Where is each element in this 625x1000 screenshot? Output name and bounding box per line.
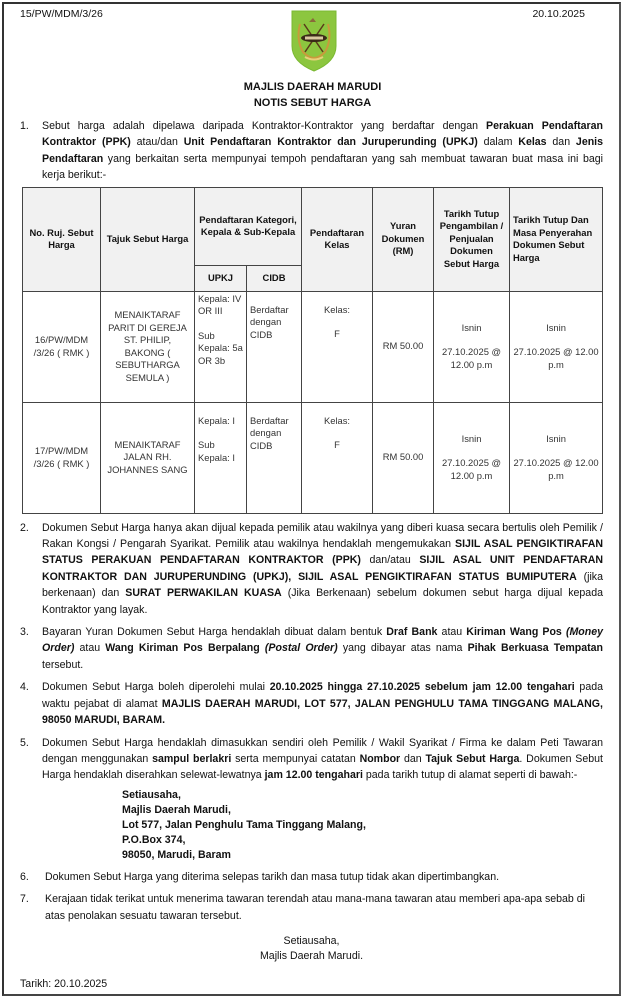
signature-block: [20, 934, 603, 964]
address-line: Lot 577, Jalan Penghulu Tama Tinggang Malang,: [122, 818, 366, 831]
class-label: Kelas:: [323, 414, 351, 426]
cell-ref: 16/PW/MDM /3/26 ( RMK ): [23, 291, 101, 402]
table-row: [23, 291, 603, 402]
body-text: atau: [74, 642, 106, 655]
body-text: dan/atau: [360, 554, 420, 567]
body-text: dalam: [477, 136, 519, 149]
paragraph-text: [42, 679, 603, 728]
cell-close-sale: [434, 402, 510, 513]
header-ref: No. Ruj. Sebut Harga: [23, 187, 101, 291]
paragraph-text: [42, 624, 603, 673]
upkj-kepala: Kepala: I: [198, 414, 236, 426]
header-upkj: UPKJ: [195, 265, 247, 291]
address-line: 98050, Marudi, Baram: [122, 848, 231, 861]
close-submit-day: Isnin: [546, 432, 566, 444]
council-name: MAJLIS DAERAH MARUDI: [243, 81, 382, 93]
cell-fee: RM 50.00: [373, 291, 434, 402]
submission-address: [122, 788, 603, 863]
close-submit-datetime: 27.10.2025 @ 12.00 p.m: [513, 346, 599, 370]
emphasis-text: Draf Bank: [386, 626, 438, 639]
body-text: Dokumen Sebut Harga hanya akan dijual kepada pemilik atau wakilnya yang diberi kuasa secara bertulis oleh Pemilik / Rakan Kongsi / Pengarah Syarikat. Pemilik atau wakilnya hendaklah mengemukakan: [42, 521, 603, 551]
emphasis-text: Kelas: [518, 136, 547, 149]
class-value: F: [334, 328, 340, 340]
body-text: Dokumen Sebut Harga boleh diperolehi mulai: [42, 681, 270, 694]
paragraph-text: Kerajaan tidak terikat untuk menerima tawaran terendah atau mana-mana tawaran atau memberi apa-apa sebab di atas penolakan sesuatu tawaran tersebut.: [45, 893, 586, 922]
body-text: Bayaran Yuran Dokumen Sebut Harga hendaklah dibuat dalam bentuk: [42, 626, 387, 639]
body-text: . Dokumen Sebut Harga hendaklah diserahkan selewat-lewatnya: [42, 752, 603, 782]
emphasis-text: Jenis Pendaftaran: [42, 136, 604, 165]
close-sale-day: Isnin: [461, 432, 482, 444]
body-text: dan: [400, 752, 426, 765]
upkj-kepala: Kepala: IV OR III: [198, 292, 242, 317]
emphasis-text: Kiriman Wang Pos: [466, 626, 566, 639]
body-text: pada waktu pejabat di alamat: [42, 681, 603, 710]
header-fee: Yuran Dokumen (RM): [373, 187, 434, 291]
paragraph-text: [42, 118, 603, 184]
body-text: atau: [437, 626, 467, 639]
header-cidb: CIDB: [247, 265, 302, 291]
paragraph-number: 2.: [20, 521, 29, 534]
paragraph-number: 6.: [20, 870, 29, 883]
close-submit-datetime: 27.10.2025 @ 12.00 p.m: [513, 457, 599, 481]
header-close-submit: Tarikh Tutup Dan Masa Penyerahan Dokumen Sebut Harga: [510, 187, 603, 291]
paragraph-7: [20, 891, 603, 924]
emphasis-text: Wang Kiriman Pos Berpalang: [105, 642, 265, 655]
emphasis-text: (Money Order): [42, 626, 604, 655]
table-row: [23, 402, 603, 513]
body-text: serta mempunyai catatan: [231, 752, 360, 765]
emphasis-text: sampul berlakri: [152, 752, 232, 765]
cell-close-sale: [434, 291, 510, 402]
quotation-table: [22, 187, 603, 514]
header-title: Tajuk Sebut Harga: [101, 187, 195, 291]
cell-cidb: Berdaftar dengan CIDB: [247, 291, 302, 402]
council-crest-icon: [291, 10, 337, 72]
header-category: Pendaftaran Kategori, Kepala & Sub-Kepala: [195, 187, 302, 265]
cell-class: [302, 291, 373, 402]
address-line: Majlis Daerah Marudi,: [122, 803, 231, 816]
cell-upkj: [195, 291, 247, 402]
signature-org: Majlis Daerah Marudi.: [259, 949, 364, 962]
emphasis-text: Pihak Berkuasa Tempatan: [467, 642, 604, 655]
notice-title: NOTIS SEBUT HARGA: [253, 97, 372, 109]
emphasis-text: SIJIL ASAL UNIT PENDAFTARAN KONTRAKTOR DAN JURUPERUNDING (UPKJ), SIJIL ASAL PENGIKTIRAFAN STATUS BUMIPUTERA: [42, 554, 604, 583]
cell-close-submit: [510, 402, 603, 513]
body-text: (jika berkenaan) dan: [42, 570, 603, 600]
body-text: tersebut.: [42, 658, 84, 671]
cell-title: MENAIKTARAF JALAN RH. JOHANNES SANG: [101, 402, 195, 513]
address-line: P.O.Box 374,: [122, 833, 186, 846]
class-value: F: [334, 439, 340, 451]
body-text: yang berkaitan serta mempunyai tempoh pendaftaran yang sah membuat tawaran buat masa ini bagi kerja berikut:-: [42, 152, 603, 182]
paragraph-3: [20, 624, 603, 673]
notice-date: 20.10.2025: [532, 8, 585, 20]
emphasis-text: 20.10.2025 hingga 27.10.2025 sebelum jam 12.00 tengahari: [269, 681, 575, 694]
cell-upkj: [195, 402, 247, 513]
body-text: yang dibayar atas nama: [337, 642, 468, 655]
close-sale-day: Isnin: [461, 321, 482, 333]
emphasis-text: Nombor: [359, 752, 401, 765]
body-text: Dokumen Sebut Harga hendaklah dimasukkan sendiri oleh Pemilik / Wakil Syarikat / Firma ke dalam Peti Tawaran dengan menggunakan: [42, 736, 603, 765]
cell-title: MENAIKTARAF PARIT DI GEREJA ST. PHILIP, BAKONG ( SEBUTHARGA SEMULA ): [101, 291, 195, 402]
paragraph-text: Dokumen Sebut Harga yang diterima selepas tarikh dan masa tutup tidak akan dipertimbangkan.: [45, 870, 500, 883]
paragraph-number: 5.: [20, 736, 29, 749]
class-label: Kelas:: [323, 303, 351, 315]
close-submit-day: Isnin: [546, 321, 566, 333]
paragraph-number: 3.: [20, 626, 29, 639]
emphasis-text: MAJLIS DAERAH MARUDI, LOT 577, JALAN PENGHULU TAMA TINGGANG MALANG, 98050 MARUDI, BARAM.: [42, 697, 603, 727]
emphasis-text: Perakuan Pendaftaran Kontraktor (PPK): [42, 120, 603, 149]
cell-fee: RM 50.00: [373, 402, 434, 513]
emphasis-text: Tajuk Sebut Harga: [425, 752, 520, 765]
header-close-sale: Tarikh Tutup Pengambilan / Penjualan Dokumen Sebut Harga: [434, 187, 510, 291]
paragraph-6: [20, 869, 603, 885]
body-text: pada tarikh tutup di alamat seperti di bawah:-: [362, 769, 578, 782]
paragraph-text: [42, 520, 603, 618]
paragraph-1: [20, 118, 603, 184]
paragraph-2: [20, 520, 603, 618]
paragraph-5: [20, 735, 603, 784]
signature-title: Setiausaha,: [283, 934, 340, 947]
emphasis-text: SIJIL ASAL PENGIKTIRAFAN STATUS PERAKUAN PENDAFTARAN KONTRAKTOR (PPK): [42, 538, 603, 567]
paragraph-4: [20, 679, 603, 728]
header-class: Pendaftaran Kelas: [302, 187, 373, 291]
cell-close-submit: [510, 291, 603, 402]
emphasis-text: (Postal Order): [264, 642, 338, 655]
body-text: (Jika Berkenaan) sebelum dokumen sebut harga dijual kepada Kontraktor yang layak.: [42, 587, 603, 616]
close-sale-datetime: 27.10.2025 @ 12.00 p.m: [441, 346, 502, 370]
emphasis-text: jam 12.00 tengahari: [264, 769, 363, 782]
cell-class: [302, 402, 373, 513]
paragraph-number: 4.: [20, 681, 29, 694]
footer-date: Tarikh: 20.10.2025: [20, 977, 108, 990]
paragraph-number: 1.: [20, 120, 29, 132]
close-sale-datetime: 27.10.2025 @ 12.00 p.m: [441, 457, 502, 481]
body-text: Sebut harga adalah dipelawa daripada Kontraktor-Kontraktor yang berdaftar dengan: [42, 120, 487, 132]
paragraph-number: 7.: [20, 893, 29, 906]
upkj-sub-kepala: Sub Kepala: 5a OR 3b: [198, 329, 243, 366]
paragraph-text: [42, 735, 603, 784]
emphasis-text: Unit Pendaftaran Kontraktor dan Juruperunding (UPKJ): [183, 136, 478, 149]
cell-cidb: Berdaftar dengan CIDB: [247, 402, 302, 513]
notice-body: [20, 118, 603, 992]
emphasis-text: SURAT PERWAKILAN KUASA: [125, 587, 282, 600]
upkj-sub-kepala: Sub Kepala: I: [198, 439, 236, 463]
body-text: dan: [546, 136, 576, 149]
address-line: Setiausaha,: [122, 788, 181, 801]
reference-number: 15/PW/MDM/3/26: [20, 8, 103, 20]
cell-ref: 17/PW/MDM /3/26 ( RMK ): [23, 402, 101, 513]
body-text: atau/dan: [130, 136, 184, 149]
